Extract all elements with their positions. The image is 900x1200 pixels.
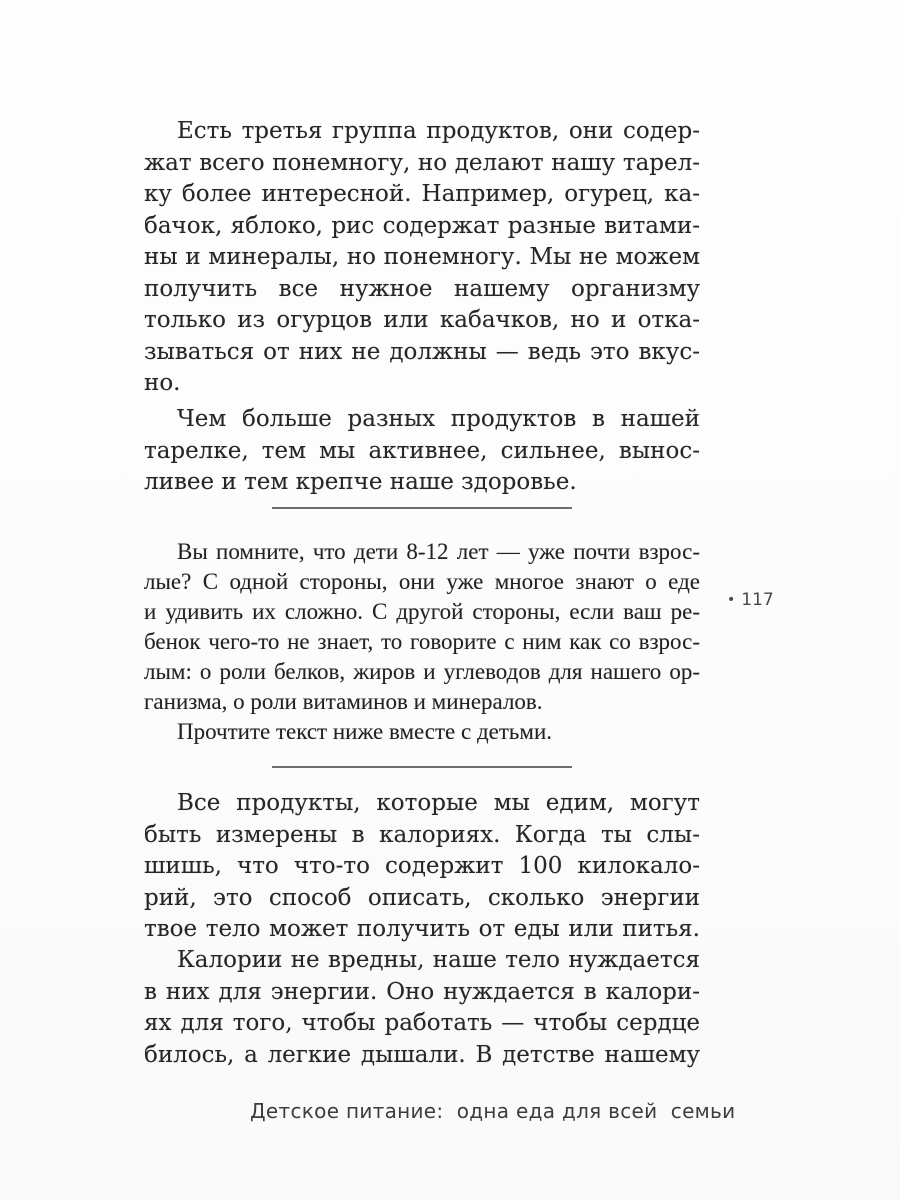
text-line: только из огурцов или кабачков, но и отка- [144,307,700,333]
text-line: ны и минералы, но понемногу. Мы не можем [144,244,700,270]
text-line: твое тело может получить от еды или питья. [144,916,700,942]
page-number [727,590,774,610]
text-line: зываться от них не должны — ведь это вкус- [144,338,700,365]
text-line: получить все нужное нашему организму [144,275,700,302]
paragraph [144,404,700,499]
page-number-value: 117 [741,590,774,610]
paragraph [144,717,700,747]
text-line: в них для энергии. Оно нуждается в калори- [144,978,700,1005]
text-line: тарелке, тем мы активнее, сильнее, вынос- [144,437,700,464]
text-line: Вы помните, что дети 8-12 лет — уже почти взрос- [177,539,700,564]
text-line: бенок чего-то не знает, то говорите с ним как со взрос- [144,629,700,654]
paragraph [144,788,700,946]
text-line: билось, а легкие дышали. В детстве нашему [144,1041,700,1068]
text-line: жат всего понемногу, но делают нашу тарел- [144,149,700,176]
section-divider [272,507,572,509]
text-line: Есть третья группа продуктов, они содер- [177,118,700,144]
text-line: ку более интересной. Например, огурец, ка- [144,181,700,207]
text-line: Чем больше разных продуктов в нашей [177,406,700,432]
text-line: Все продукты, которые мы едим, могут [177,790,700,816]
text-line: но. [144,370,181,396]
running-footer: Детское питание: одна еда для всей семьи [250,1099,736,1123]
paragraph [144,116,700,400]
text-line: рий, это способ описать, сколько энергии [144,884,700,911]
bullet-icon: • [727,591,736,608]
text-line: Калории не вредны, наше тело нуждается [177,947,700,973]
text-line: ливее и тем крепче наше здоровье. [144,469,577,495]
text-line: Прочтите текст ниже вместе с детьми. [177,719,553,744]
text-line: лым: о роли белков, жиров и углеводов для нашего ор- [144,659,700,684]
text-line: бачок, яблоко, рис содержат разные витами- [144,212,700,239]
text-line: шишь, что что-то содержит 100 килокало- [144,853,700,879]
text-line: лые? С одной стороны, они уже многое знают о еде [144,569,700,594]
text-line: ганизма, о роли витаминов и минералов. [144,689,543,714]
text-line: и удивить их сложно. С другой стороны, если ваш ре- [144,599,700,624]
paragraph [144,537,700,717]
text-line: ях для того, чтобы работать — чтобы сердце [144,1010,700,1036]
text-line: быть измерены в калориях. Когда ты слы- [144,821,700,848]
paragraph [144,945,700,1071]
section-divider [272,766,572,768]
